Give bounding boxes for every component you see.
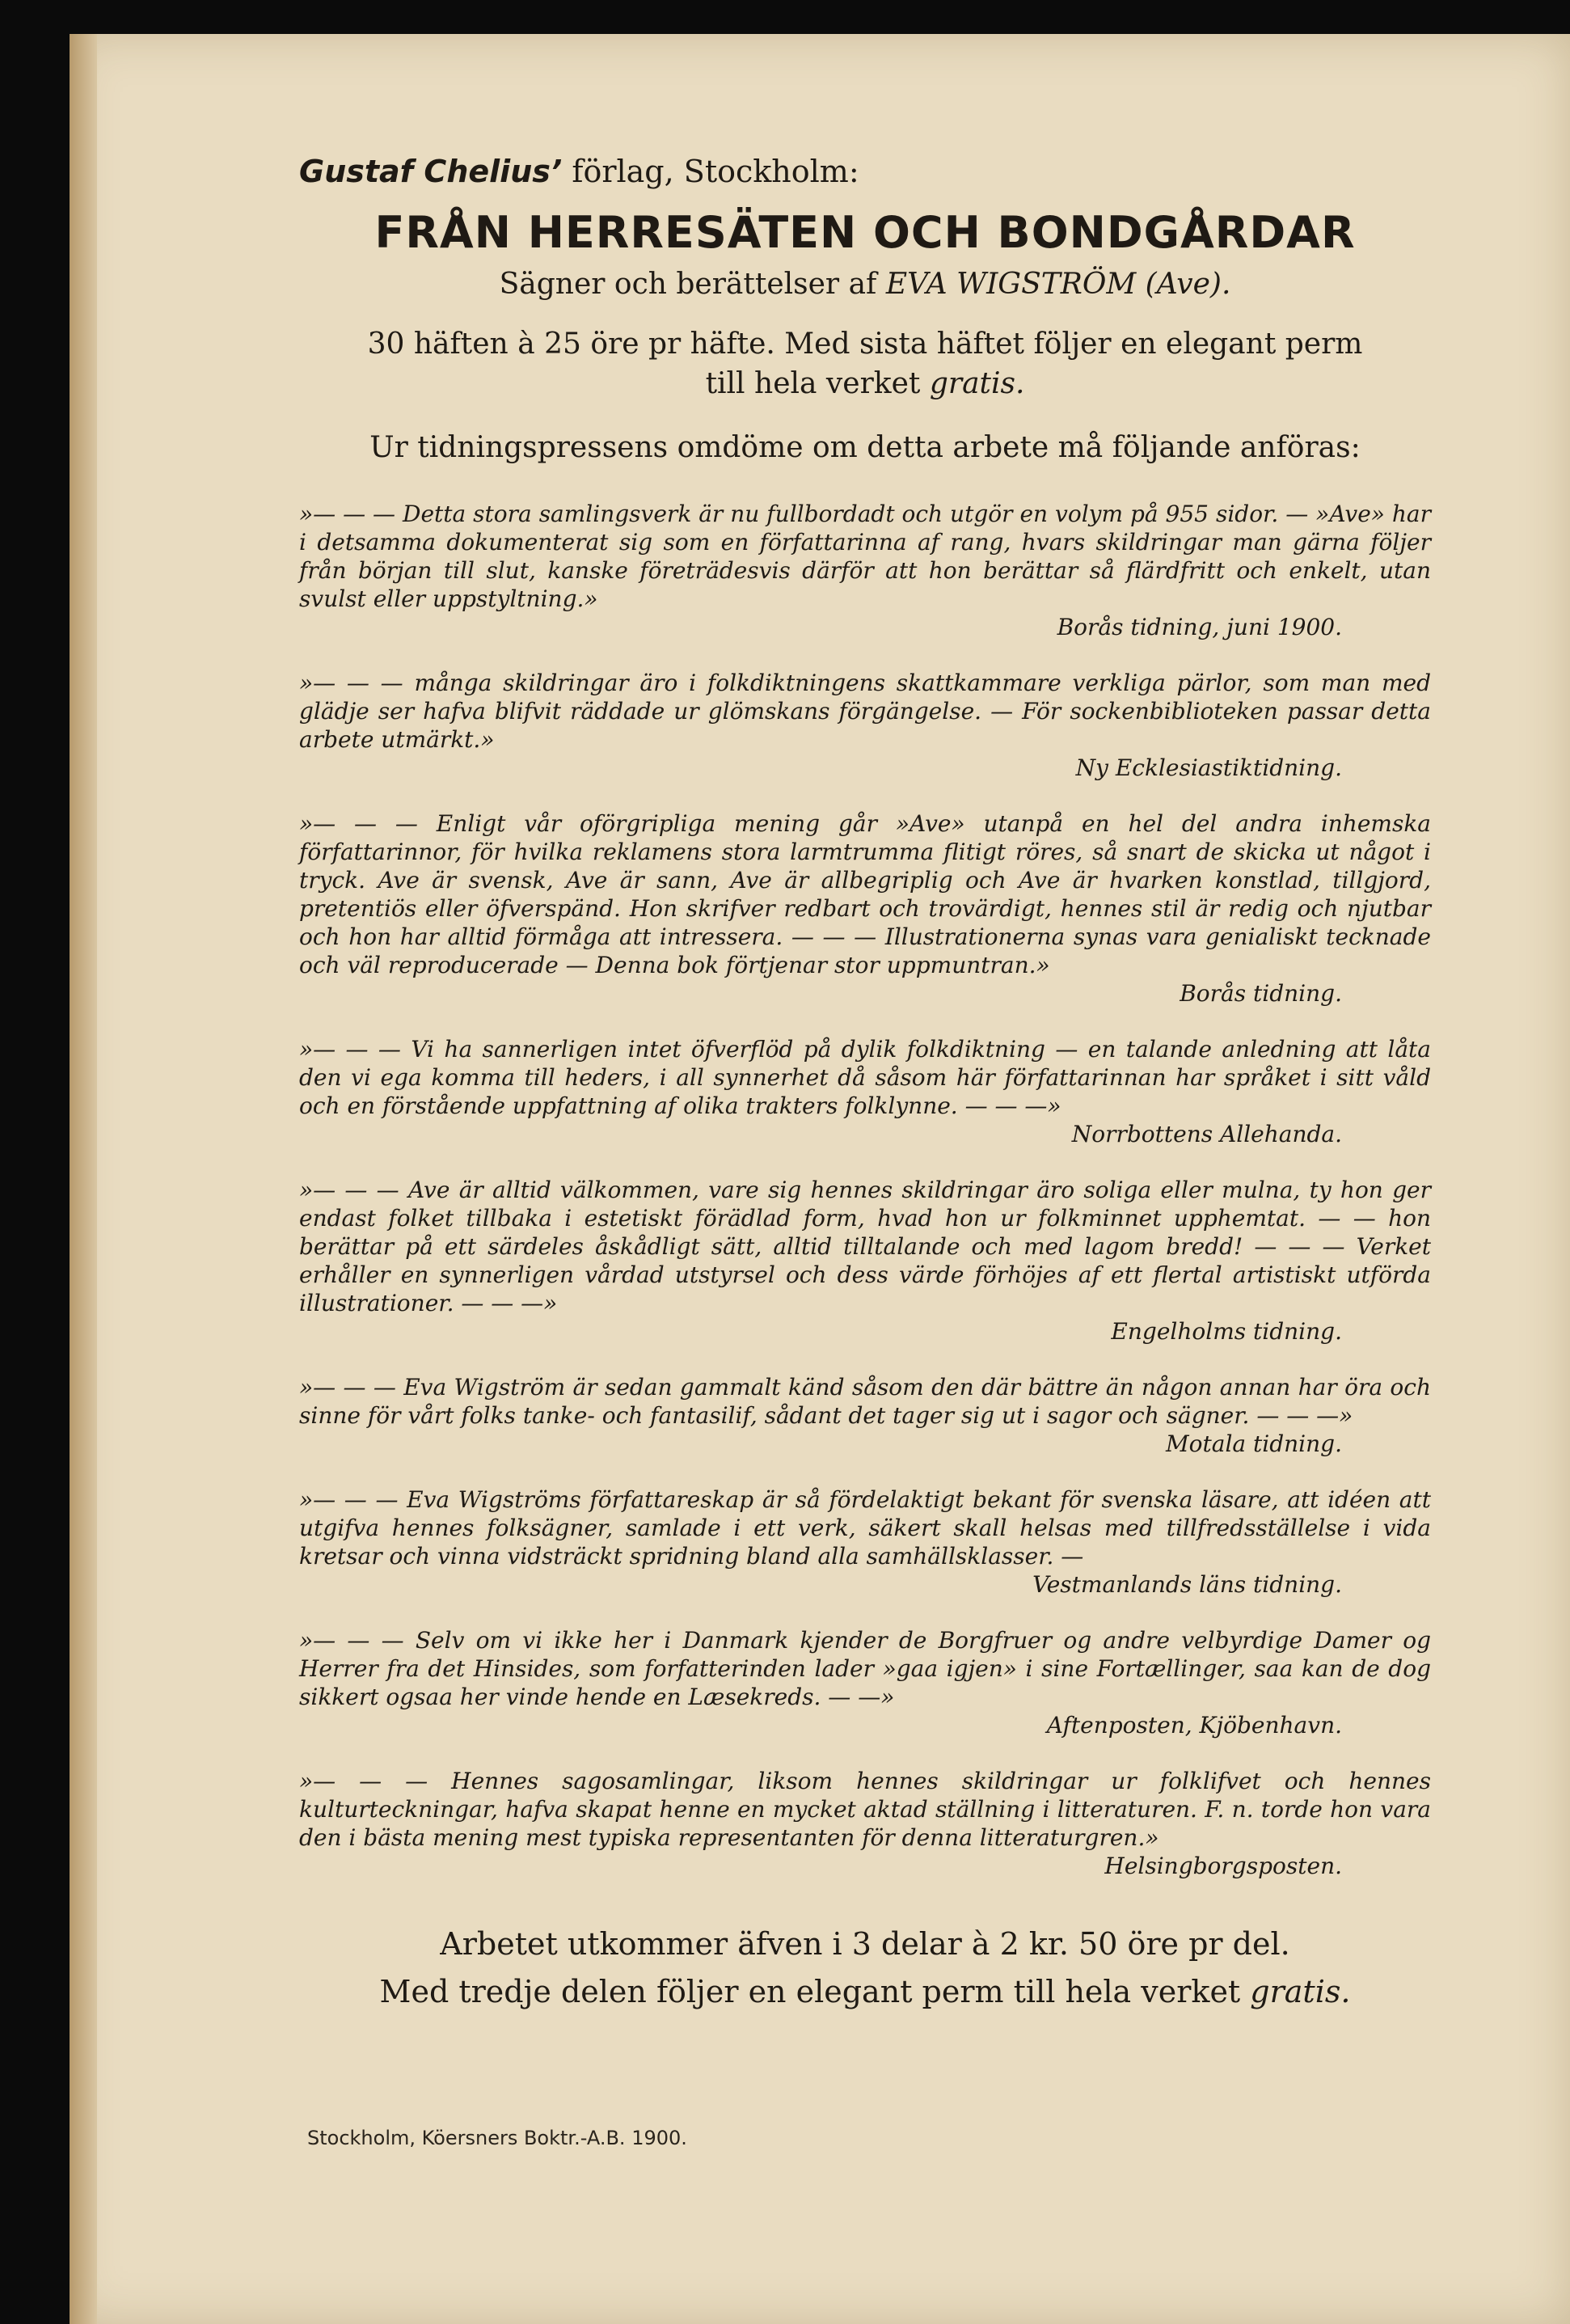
subscription-offer	[299, 325, 1431, 404]
review-item	[299, 1035, 1431, 1148]
page-binding-edge	[70, 34, 97, 2324]
review-item	[299, 809, 1431, 1008]
review-text: »— — — Detta stora samlingsverk är nu fullbordadt och utgör en volym på 955 sidor. — »Ave» har i detsamma dokumenterat sig som en författarinna af rang, hvars skildringar man gärna följer från början till slut, kanske företrädesvis därför att hon berättar så flärdfritt och enkelt, utan svulst eller uppstyltning.»	[299, 501, 1431, 613]
closing-line-2-gratis: gratis.	[1250, 1974, 1351, 2010]
review-source: Borås tidning, juni 1900.	[1057, 614, 1342, 641]
offer-line-2-gratis: gratis.	[929, 366, 1025, 400]
advertisement-body	[299, 154, 1431, 2047]
book-title: FRÅN HERRESÄTEN OCH BONDGÅRDAR	[374, 207, 1356, 258]
review-item	[299, 500, 1431, 641]
offer-line-2-prefix: till hela verket	[705, 366, 930, 400]
review-text: »— — — Eva Wigströms författareskap är så fördelaktigt bekant för svenska läsare, att idéen att utgifva hennes folksägner, samlade i ett verk, säkert skall helsas med tillfredsställelse i vida kretsar och vinna vidsträckt spridning bland alla samhällsklasser. —	[299, 1486, 1431, 1570]
press-reviews	[299, 500, 1431, 1880]
review-source: Motala tidning.	[1166, 1430, 1342, 1458]
review-text: »— — — Eva Wigström är sedan gammalt känd såsom den där bättre än någon annan har öra och sinne för vårt folks tanke- och fantasilif, sådant det tager sig ut i sagor och sägner. — — —»	[299, 1374, 1431, 1430]
review-text: »— — — Enligt vår oförgripliga mening går »Ave» utanpå en hel del andra inhemska författarinnor, för hvilka reklamens stora larmtrumma flitigt röres, så snart de skicka ut något i tryck. Ave är svensk, Ave är sann, Ave är allbegriplig och Ave är hvarken konstlad, tillgjord, pretentiös eller öfverspänd. Hon skrifver redbart och trovärdigt, hennes stil är redig och njutbar och hon har alltid förmåga att intressera. — — — Illustrationerna synas vara genialiskt tecknade och väl reproducerade — Denna bok förtjenar stor uppmuntran.»	[299, 810, 1431, 979]
publisher-location: förlag, Stockholm:	[562, 154, 859, 189]
review-item	[299, 1767, 1431, 1880]
review-source: Vestmanlands läns tidning.	[1032, 1571, 1342, 1599]
closing-line-2-prefix: Med tredje delen följer en elegant perm till hela verket	[379, 1974, 1251, 2010]
review-item	[299, 1485, 1431, 1599]
author-name: EVA WIGSTRÖM (Ave).	[885, 268, 1231, 301]
offer-line-1: 30 häften à 25 öre pr häfte. Med sista häftet följer en elegant perm	[367, 327, 1363, 361]
closing-line-1: Arbetet utkommer äfven i 3 delar à 2 kr. 50 öre pr del.	[440, 1926, 1290, 1963]
review-source: Aftenposten, Kjöbenhavn.	[1046, 1712, 1342, 1739]
review-text: »— — — många skildringar äro i folkdiktningens skattkammare verkliga pärlor, som man med glädje ser hafva blifvit räddade ur glömskans förgängelse. — För sockenbiblioteken passar detta arbete utmärkt.»	[299, 670, 1431, 754]
review-source: Engelholms tidning.	[1111, 1318, 1342, 1346]
review-text: »— — — Selv om vi ikke her i Danmark kjender de Borgfruer og andre velbyrdige Damer og Herrer fra det Hinsides, som forfatterinden lader »gaa igjen» i sine Fortællinger, saa kan de dog sikkert ogsaa her vinde hende en Læsekreds. — —»	[299, 1627, 1431, 1711]
review-item	[299, 669, 1431, 782]
review-item	[299, 1176, 1431, 1346]
subtitle-prefix: Sägner och berättelser af	[499, 268, 886, 301]
closing-offer	[299, 1920, 1431, 2016]
review-text: »— — — Hennes sagosamlingar, liksom hennes skildringar ur folklifvet och hennes kulturteckningar, hafva skapat henne en mycket aktad ställning i litteraturen. F. n. torde hon vara den i bästa mening mest typiska representanten för denna litteraturgren.»	[299, 1768, 1431, 1852]
publisher-line	[299, 154, 1431, 189]
review-source: Borås tidning.	[1180, 980, 1342, 1008]
book-subtitle	[299, 268, 1431, 301]
review-text: »— — — Ave är alltid välkommen, vare sig hennes skildringar äro soliga eller mulna, ty hon ger endast folket tillbaka i estetiskt förädlad form, hvad hon ur folkminnet upphemtat. — — hon berättar på ett särdeles åskådligt sätt, alltid tilltalande och med lagom bredd! — — — Verket erhåller en synnerligen vårdad utstyrsel och dess värde förhöjes af ett flertal artistiskt utförda illustrationer. — — —»	[299, 1177, 1431, 1317]
review-source: Ny Ecklesiastiktidning.	[1075, 754, 1342, 782]
review-item	[299, 1626, 1431, 1739]
review-source: Helsingborgsposten.	[1104, 1853, 1342, 1880]
review-item	[299, 1373, 1431, 1458]
printer-imprint: Stockholm, Köersners Boktr.-A.B. 1900.	[307, 2127, 687, 2149]
review-text: »— — — Vi ha sannerligen intet öfverflöd på dylik folkdiktning — en talande anledning att låta den vi ega komma till heders, i all synnerhet då såsom här författarinnan har språket i sitt våld och en förstående uppfattning af olika trakters folklynne. — — —»	[299, 1036, 1431, 1120]
reviews-intro: Ur tidningspressens omdöme om detta arbete må följande anföras:	[369, 431, 1361, 465]
review-source: Norrbottens Allehanda.	[1071, 1121, 1342, 1148]
publisher-name: Gustaf Chelius’	[299, 154, 563, 189]
